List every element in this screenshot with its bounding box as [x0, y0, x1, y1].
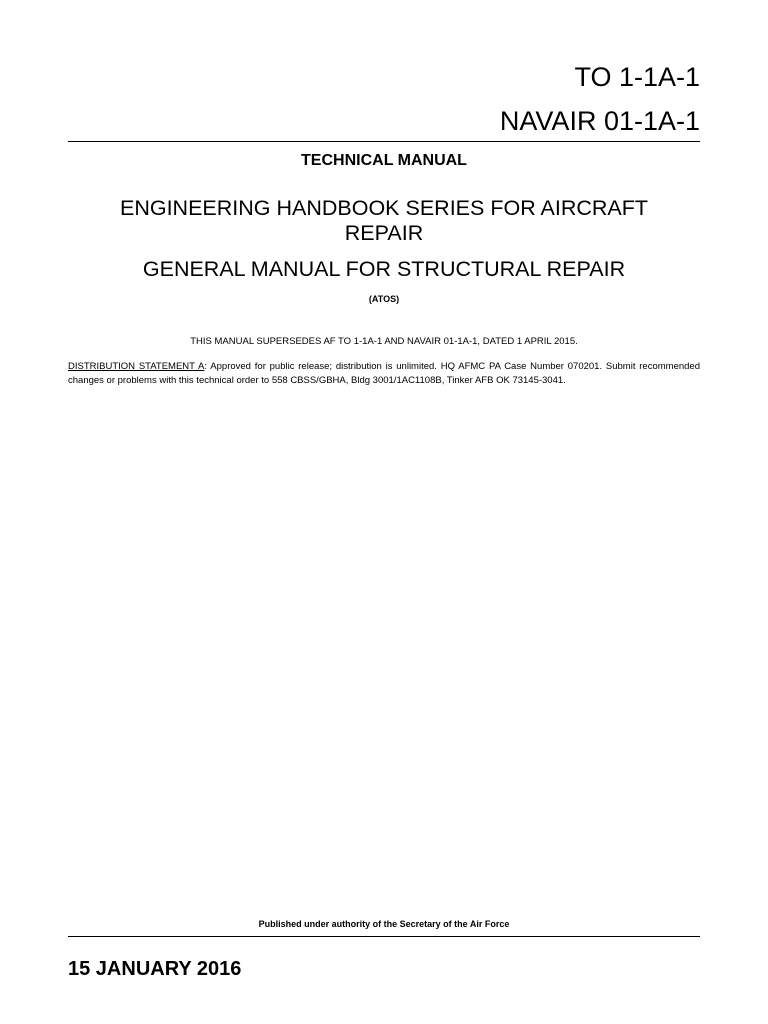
distribution-statement-label: DISTRIBUTION STATEMENT A	[68, 361, 205, 372]
to-number: TO 1-1A-1	[574, 62, 700, 92]
footer-divider	[68, 936, 700, 937]
distribution-statement	[68, 360, 700, 387]
document-type-label: TECHNICAL MANUAL	[301, 152, 467, 169]
distribution-statement-text: : Approved for public release; distribution is unlimited. HQ AFMC PA Case Number 070201. Submit recommended changes or problems with this technical order to 558 CBSS/GBHA, Bldg 3001/1AC1108B, Tinker AFB OK 73145-3041.	[68, 361, 700, 386]
header-divider	[68, 141, 700, 142]
document-subtitle: GENERAL MANUAL FOR STRUCTURAL REPAIR	[142, 257, 626, 281]
publication-date: 15 JANUARY 2016	[68, 958, 242, 980]
publication-authority: Published under authority of the Secretary of the Air Force	[258, 919, 510, 929]
navair-number: NAVAIR 01-1A-1	[499, 106, 700, 136]
document-title: ENGINEERING HANDBOOK SERIES FOR AIRCRAFT REPAIR	[119, 196, 649, 245]
document-acronym: (ATOS)	[368, 294, 400, 304]
supersedes-notice: THIS MANUAL SUPERSEDES AF TO 1-1A-1 AND NAVAIR 01-1A-1, DATED 1 APRIL 2015.	[190, 336, 578, 347]
